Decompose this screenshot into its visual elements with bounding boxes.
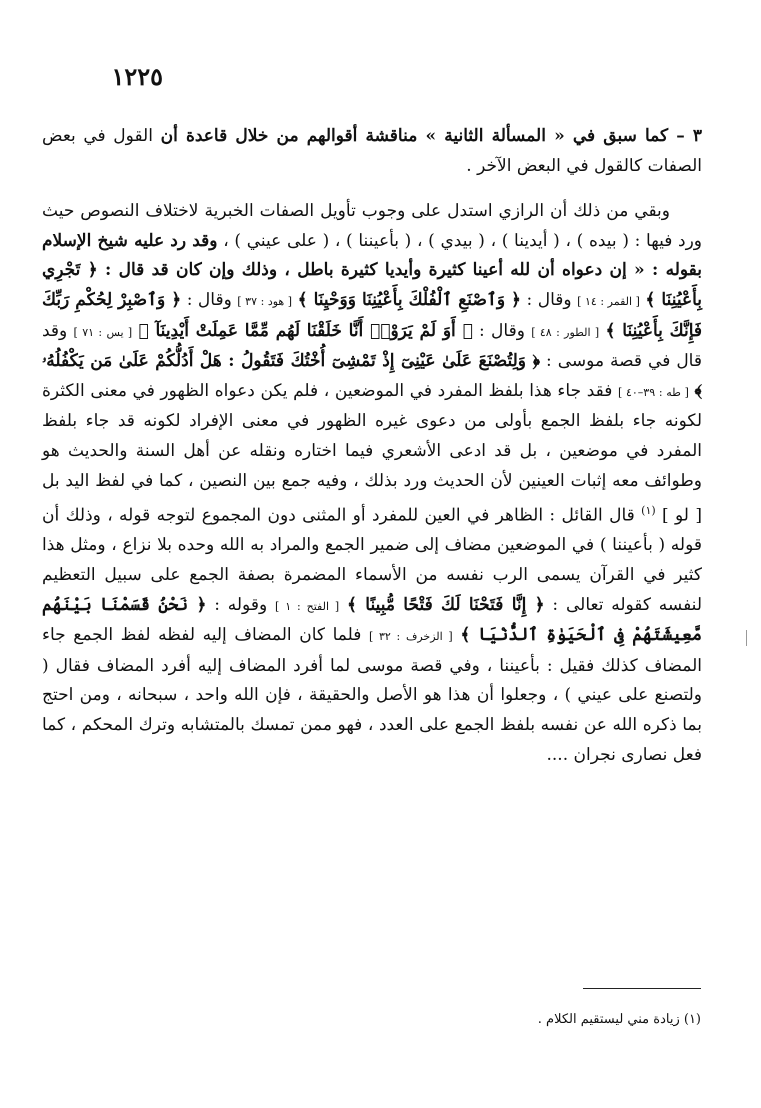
- text-segment: وقد قال في قصة موسى :: [42, 320, 702, 372]
- paragraph-rest: القول في بعض الصفات كالقول في البعض الآخر .: [42, 126, 702, 176]
- verse-reference: [ الفتح : ١ ]: [274, 599, 340, 613]
- text-segment: فقد جاء هذا بلفظ المفرد في الموضعين ، فلم يكن دعواه الظهور في معنى الكثرة لكونه جاء بلفظ الجمع بأولى من دعوى غيره الظهور في معنى الإفراد لكونه قد جاء بلفظ المفرد في موضعين ، بل قد ادعى الأشعري فيما اختاره ونقله عن أهل السنة والحديث هو وطوائف معه إثبات العينين لأن الحديث ورد بذلك ، وفيه جمع بين النصين ، كما في لفظ اليد بل [ لو ]: [42, 380, 702, 526]
- quran-verse: ﴿ تَجْرِي بِأَعْيُنِنَا ﴾: [42, 260, 703, 310]
- verse-reference: [ يس : ٧١ ]: [73, 325, 133, 339]
- quote-sheikh-intro: وقد رد عليه شيخ الإسلام بقوله : « إن دعواه أن لله أعينا كثيرة وأيديا كثيرة باطل ، وذلك وإن كان قد قال :: [42, 230, 702, 281]
- verse-reference: [ الطور : ٤٨ ]: [531, 325, 600, 339]
- verse-reference: [ طه : ٣٩–٤٠ ]: [617, 385, 689, 399]
- text-segment: وقال :: [181, 289, 238, 310]
- quran-verse: ﴿ وَلِتُصْنَعَ عَلَىٰ عَيْنِىٓ إِذْ تَمْشِىٓ أُخْتُكَ فَتَقُولُ : هَلْ أَدُلُّكُمْ عَلَىٰ مَن يَكْفُلُهُۥ ﴾: [42, 351, 703, 401]
- footnote-marker: (١): [641, 504, 656, 518]
- footnote: (١) زيادة مني ليستقيم الكلام .: [537, 1012, 701, 1027]
- margin-mark: [746, 630, 747, 646]
- quran-verse: ﴿ وَٱصْبِرْ لِحُكْمِ رَبِّكَ فَإِنَّكَ بِأَعْيُنِنَا ﴾: [42, 289, 703, 341]
- text-segment: فلما كان المضاف إليه لفظه لفظ الجمع جاء المضاف كذلك فقيل : بأعيننا ، وفي قصة موسى لما أفرد المضاف إليه أفرد المضاف فقال ( ولتصنع على عيني ) ، وجعلوا أن هذا هو الأصل والحقيقة ، فإن الله واحد ، سبحانه ، ومن احتج بما ذكره الله عن نفسه بلفظ الجمع على العدد ، فهو ممن تمسك بالمتشابه وترك المحكم ، كما فعل نصارى نجران ....: [42, 625, 702, 765]
- quran-verse: ﴿ وَٱصْنَعِ ٱلْفُلْكَ بِأَعْيُنِنَا وَوَحْيِنَا ﴾: [297, 289, 522, 310]
- quran-verse: ﴿ أَوَ لَمْ يَرَوْا۟ أَنَّا خَلَقْنَا لَهُم مِّمَّا عَمِلَتْ أَيْدِينَآ ﴾: [138, 320, 473, 341]
- footnote-divider: [583, 988, 701, 989]
- paragraph-point-3: [42, 122, 702, 181]
- text-segment: قال القائل : الظاهر في العين للمفرد أو المثنى دون المجموع لتوجه قوله ، وذلك أن قوله ( بأعيننا ) في الموضعين مضاف إلى ضمير الجمع والمراد به الله وحده بلا نزاع ، ومثل هذا كثير في القرآن يسمى الرب نفسه من الأسماء المضمرة بصفة الجمع على سبيل التعظيم لنفسه كقوله تعالى :: [42, 505, 702, 615]
- body-text: [42, 122, 702, 770]
- paragraph-razi-discussion: [42, 197, 702, 770]
- text-segment: وقال :: [521, 289, 578, 310]
- verse-reference: [ هود : ٣٧ ]: [237, 294, 293, 308]
- page-number: ١٢٢٥: [111, 62, 163, 91]
- verse-reference: [ الزخرف : ٣٢ ]: [369, 630, 453, 644]
- verse-reference: [ القمر : ١٤ ]: [577, 294, 640, 308]
- quran-verse: ﴿ نَحْنُ قَسَمْنَا بَيْنَهُم مَّعِيشَتَهُمْ فِى ٱلْحَيَوٰةِ ٱلدُّنْيَا ﴾: [42, 594, 702, 646]
- text-segment: وقال :: [472, 320, 532, 341]
- quran-verse: ﴿ إِنَّا فَتَحْنَا لَكَ فَتْحًا مُّبِينًا ﴾: [347, 594, 545, 615]
- paragraph-lead: ٣ – كما سبق في « المسألة الثانية » مناقشة أقوالهم من خلال قاعدة أن: [160, 126, 703, 146]
- text-segment: وقوله :: [206, 594, 275, 615]
- text-segment: وبقي من ذلك أن الرازي استدل على وجوب تأويل الصفات الخبرية لاختلاف النصوص حيث ورد فيها : ( بيده ) ، ( أيدينا ) ، ( بيدي ) ، ( بأعيننا ) ، ( على عيني ) ،: [42, 201, 702, 251]
